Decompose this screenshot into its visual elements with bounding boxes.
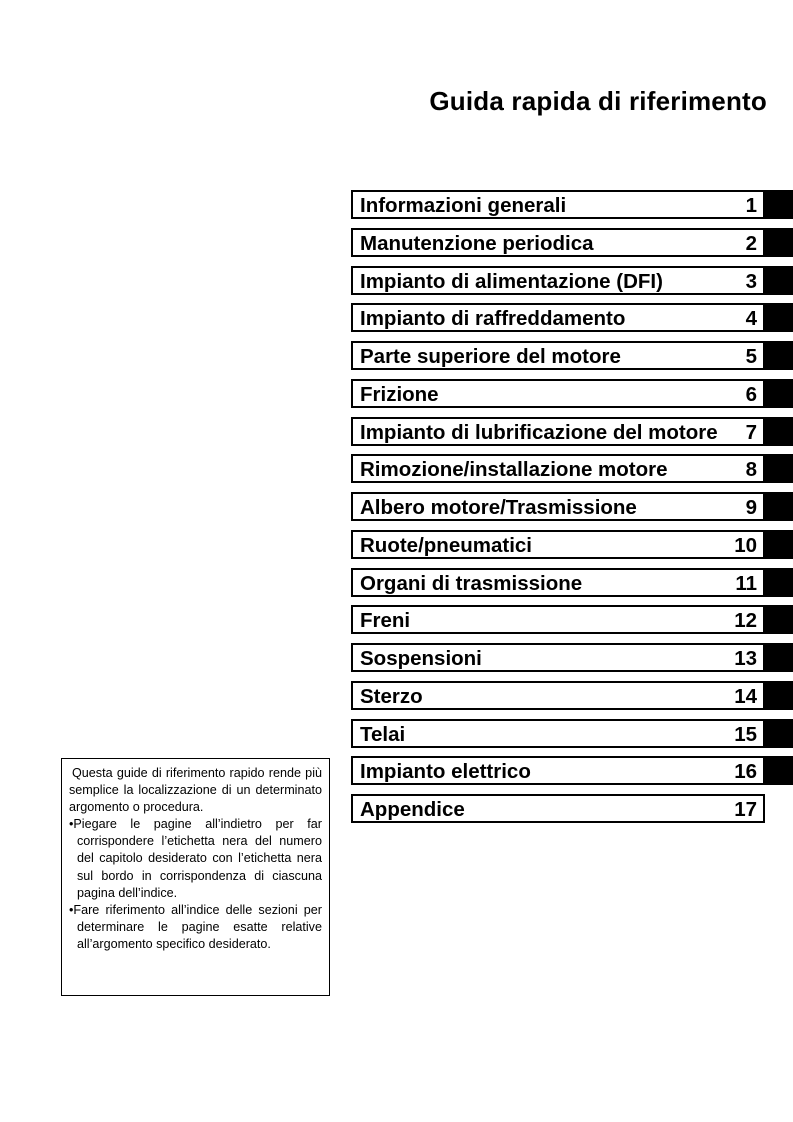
toc-entry-box[interactable] <box>351 341 765 370</box>
toc-entry-box[interactable] <box>351 719 765 748</box>
chapter-thumb-tab <box>765 190 793 219</box>
toc-entry-number: 2 <box>745 231 757 255</box>
toc-entry-box[interactable] <box>351 605 765 634</box>
toc-entry-number: 1 <box>745 194 757 217</box>
toc-entry-label: Manutenzione periodica <box>360 231 594 255</box>
toc-entry-number: 4 <box>745 307 757 331</box>
toc-entry-label: Sospensioni <box>360 647 482 670</box>
chapter-thumb-tab <box>765 266 793 295</box>
toc-row[interactable] <box>351 681 793 710</box>
toc-row[interactable] <box>351 492 793 521</box>
usage-note-box <box>61 758 330 996</box>
toc-entry-box[interactable] <box>351 568 765 597</box>
toc-entry-number: 10 <box>734 533 757 557</box>
toc-row[interactable] <box>351 417 793 446</box>
toc-row[interactable] <box>351 228 793 257</box>
chapter-thumb-tab <box>765 303 793 332</box>
note-bullet-item: •Piegare le pagine all’indietro per far corrispondere l’etichetta nera del numero del capitolo desiderato con l’etichetta nera sul bordo in corrispondenza di ciascuna pagina dell’indice. <box>69 817 322 900</box>
note-intro-text: Questa guide di riferimento rapido rende più semplice la localizzazione di un determinato argomento o procedura. <box>69 766 322 815</box>
toc-entry-number: 7 <box>745 420 757 444</box>
chapter-thumb-tab <box>765 341 793 370</box>
chapter-thumb-tab <box>765 605 793 634</box>
toc-row[interactable] <box>351 303 793 332</box>
toc-entry-label: Albero motore/Trasmissione <box>360 496 637 519</box>
toc-entry-label: Telai <box>360 722 406 746</box>
chapter-thumb-tab <box>765 568 793 597</box>
toc-entry-box[interactable] <box>351 454 765 483</box>
toc-row[interactable] <box>351 568 793 597</box>
toc-entry-label: Freni <box>360 609 411 633</box>
toc-entry-label: Organi di trasmissione <box>360 571 583 595</box>
note-bullet-item: •Fare riferimento all’indice delle sezioni per determinare le pagine esatte relative all’argomento specifico desiderato. <box>69 902 322 951</box>
toc-entry-number: 16 <box>734 760 757 784</box>
toc-entry-number: 12 <box>734 609 757 633</box>
chapter-thumb-tab <box>765 417 793 446</box>
toc-entry-label: Impianto elettrico <box>360 760 531 784</box>
toc-row[interactable] <box>351 605 793 634</box>
toc-entry-label: Appendice <box>360 798 465 821</box>
toc-entry-box[interactable] <box>351 379 765 408</box>
toc-row[interactable] <box>351 530 793 559</box>
toc-entry-box[interactable] <box>351 643 765 672</box>
quick-reference-index <box>351 190 793 832</box>
toc-entry-box[interactable] <box>351 190 765 219</box>
toc-entry-number: 3 <box>745 269 757 293</box>
toc-entry-box[interactable] <box>351 228 765 257</box>
chapter-thumb-tab <box>765 719 793 748</box>
chapter-thumb-tab <box>765 492 793 521</box>
chapter-thumb-tab <box>765 643 793 672</box>
toc-entry-box[interactable] <box>351 681 765 710</box>
toc-entry-label: Frizione <box>360 382 439 406</box>
toc-entry-box[interactable] <box>351 266 765 295</box>
toc-row[interactable] <box>351 794 793 823</box>
chapter-thumb-tab <box>765 454 793 483</box>
toc-row[interactable] <box>351 266 793 295</box>
toc-entry-label: Impianto di alimentazione (DFI) <box>360 269 663 293</box>
toc-entry-label: Ruote/pneumatici <box>360 533 532 557</box>
toc-entry-box[interactable] <box>351 530 765 559</box>
toc-entry-box[interactable] <box>351 756 765 785</box>
chapter-thumb-tab <box>765 228 793 257</box>
chapter-thumb-tab <box>765 530 793 559</box>
toc-entry-box[interactable] <box>351 794 765 823</box>
toc-entry-label: Parte superiore del motore <box>360 345 621 368</box>
toc-row[interactable] <box>351 643 793 672</box>
toc-entry-number: 5 <box>745 345 757 368</box>
toc-row[interactable] <box>351 756 793 785</box>
toc-row[interactable] <box>351 719 793 748</box>
page-title: Guida rapida di riferimento <box>429 86 767 116</box>
toc-entry-number: 11 <box>735 571 757 595</box>
toc-entry-number: 13 <box>734 647 757 670</box>
toc-entry-box[interactable] <box>351 492 765 521</box>
toc-row[interactable] <box>351 190 793 219</box>
toc-entry-number: 8 <box>745 458 757 482</box>
toc-entry-number: 9 <box>745 496 757 519</box>
toc-entry-box[interactable] <box>351 303 765 332</box>
toc-entry-number: 6 <box>745 382 757 406</box>
toc-entry-number: 17 <box>734 798 757 821</box>
toc-entry-number: 14 <box>734 684 757 708</box>
toc-entry-label: Informazioni generali <box>360 194 567 217</box>
toc-entry-label: Sterzo <box>360 684 423 708</box>
toc-entry-box[interactable] <box>351 417 765 446</box>
toc-entry-label: Rimozione/installazione motore <box>360 458 668 482</box>
toc-entry-label: Impianto di raffreddamento <box>360 307 626 331</box>
toc-row[interactable] <box>351 341 793 370</box>
toc-entry-label: Impianto di lubrificazione del motore <box>360 420 718 444</box>
chapter-thumb-tab <box>765 379 793 408</box>
toc-row[interactable] <box>351 454 793 483</box>
toc-entry-number: 15 <box>734 722 757 746</box>
chapter-thumb-tab <box>765 756 793 785</box>
toc-row[interactable] <box>351 379 793 408</box>
chapter-thumb-tab <box>765 681 793 710</box>
